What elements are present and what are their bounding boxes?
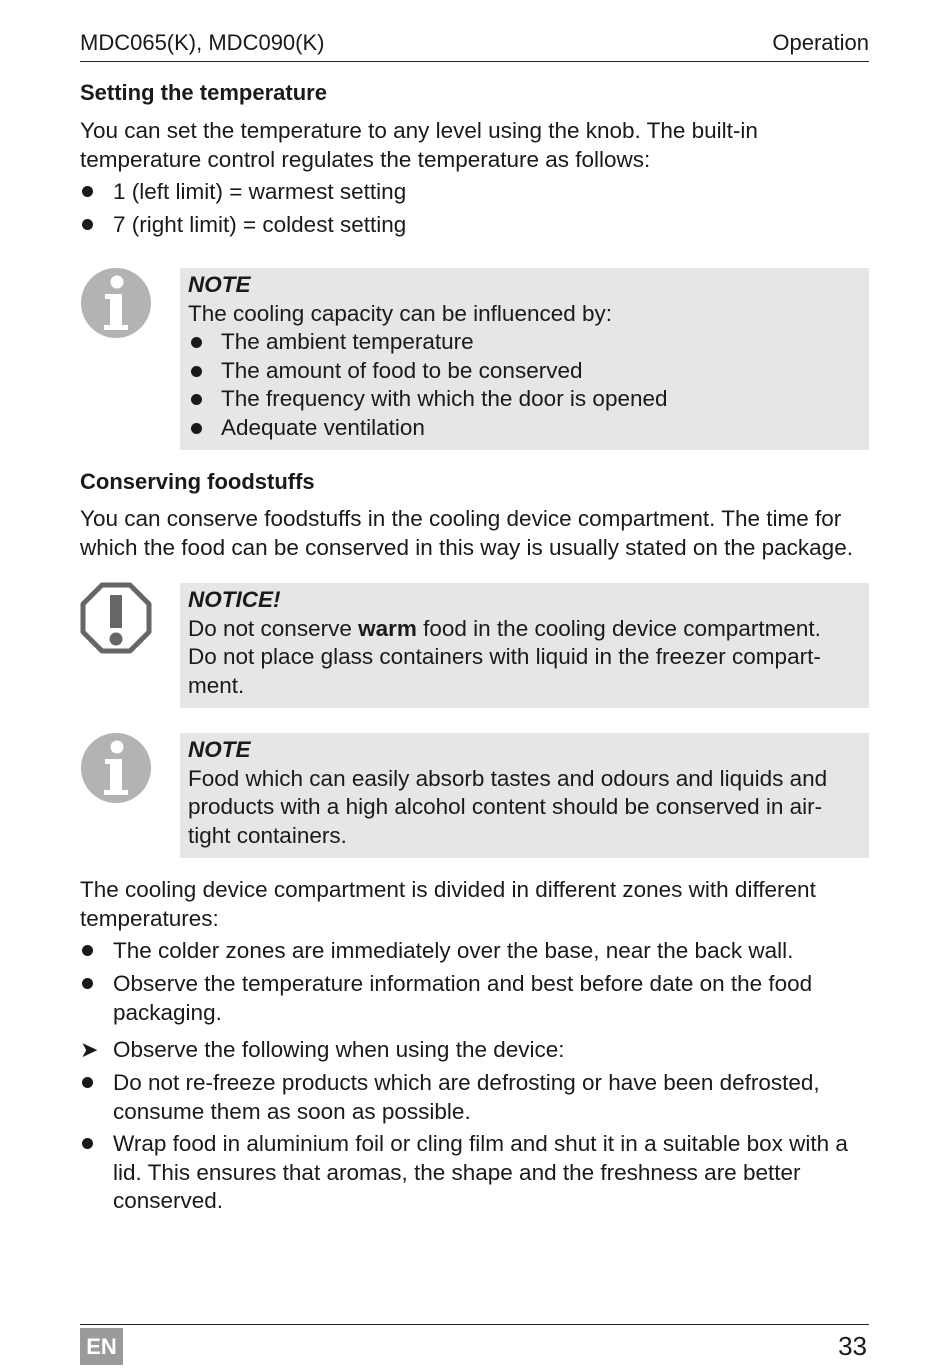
notice-line-2: Do not place glass containers with liquid in the freezer compart- (188, 644, 821, 669)
list-item: 1 (left limit) = warmest setting (80, 178, 869, 207)
list-item: Adequate ventilation (188, 414, 861, 443)
list-item: The colder zones are immediately over the base, near the back wall. (80, 937, 869, 966)
page-header (80, 30, 869, 62)
note-title: NOTE (188, 737, 251, 762)
note-line-1: Food which can easily absorb tastes and odours and liquids and (188, 765, 828, 791)
bullet-icon (82, 978, 93, 989)
conserve-intro: You can conserve foodstuffs in the cooling device compartment. The time for which the food can be conserved in this way is usually stated on the package. (80, 506, 853, 560)
note-intro: The cooling capacity can be influenced by: (188, 300, 613, 326)
list-item: The ambient temperature (188, 328, 861, 357)
list-item: Wrap food in aluminium foil or cling film and shut it in a suitable box with a lid. This ensures that aromas, the shape and the freshness are better conserved. (80, 1130, 869, 1216)
note-line-3: tight containers. (188, 822, 347, 848)
model-name: MDC065(K), MDC090(K) (80, 30, 325, 55)
notice-title: NOTICE! (188, 587, 281, 612)
arrow-icon: ➤ (80, 1037, 99, 1062)
bullet-icon (191, 337, 202, 348)
note-title: NOTE (188, 272, 251, 297)
bullet-icon (82, 1077, 93, 1088)
heading-conserving-foodstuffs: Conserving foodstuffs (80, 469, 315, 494)
bullet-icon (191, 423, 202, 434)
list-item: Observe the temperature information and best before date on the food packaging. (80, 970, 869, 1027)
notice-line-3: ment. (188, 672, 245, 698)
note-box-airtight (180, 733, 869, 858)
exclamation-octagon-icon (80, 582, 152, 654)
page-footer (80, 1324, 869, 1361)
bullet-icon (82, 186, 93, 197)
list-item: The amount of food to be conserved (188, 357, 861, 386)
list-item: 7 (right limit) = coldest setting (80, 211, 869, 240)
bullet-icon (82, 219, 93, 230)
temp-intro: You can set the temperature to any level using the knob. The built-in temperature control regulates the temperature as follows: (80, 118, 758, 172)
list-item: Do not re-freeze products which are defrosting or have been defrosted, consume them as soon as possible. (80, 1069, 869, 1126)
page-number: 33 (838, 1331, 867, 1361)
info-icon (80, 267, 152, 339)
info-icon (80, 732, 152, 804)
bullet-icon (82, 1138, 93, 1149)
notice-box (180, 583, 869, 708)
language-badge: EN (80, 1328, 123, 1365)
heading-setting-temperature: Setting the temperature (80, 80, 327, 105)
notice-line-1: Do not conserve warm food in the cooling device compartment. (188, 615, 821, 641)
section-name: Operation (772, 30, 869, 55)
zones-intro: The cooling device compartment is divided in different zones with different temperatures: (80, 877, 816, 931)
list-item: The frequency with which the door is opened (188, 385, 861, 414)
note-box-cooling-capacity (180, 268, 869, 450)
instruction-item: ➤ Observe the following when using the device: (80, 1036, 869, 1065)
bullet-icon (191, 366, 202, 377)
bullet-icon (191, 394, 202, 405)
note-line-2: products with a high alcohol content should be conserved in air- (188, 794, 823, 819)
bullet-icon (82, 945, 93, 956)
